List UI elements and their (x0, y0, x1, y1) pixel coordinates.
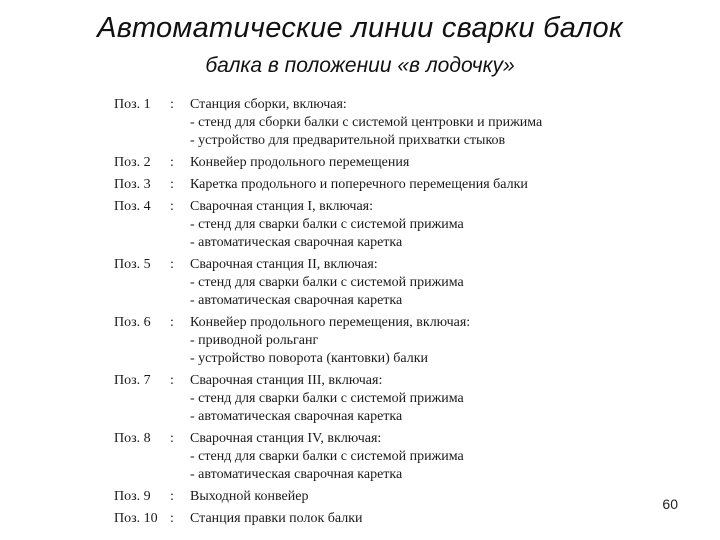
position-label: Поз. 10 (114, 511, 158, 526)
position-description (190, 198, 668, 252)
position-label: Поз. 1 (114, 97, 151, 112)
list-item (108, 256, 668, 310)
position-heading: Выходной конвейер (190, 489, 309, 504)
position-label: Поз. 9 (114, 489, 151, 504)
list-item (108, 198, 668, 252)
position-heading: Конвейер продольного перемещения (190, 155, 410, 170)
list-item (108, 154, 668, 172)
separator-colon: : (170, 373, 174, 388)
position-label: Поз. 4 (114, 199, 151, 214)
position-subitem: - стенд для сварки балки с системой прижима (190, 390, 668, 408)
separator-colon: : (170, 431, 174, 446)
position-heading: Станция сборки, включая: (190, 97, 347, 112)
position-subitem: - автоматическая сварочная каретка (190, 292, 668, 310)
position-subitem: - стенд для сборки балки с системой центровки и прижима (190, 114, 668, 132)
separator-colon: : (170, 489, 174, 504)
position-description (190, 314, 668, 368)
position-subitem: - стенд для сварки балки с системой прижима (190, 448, 668, 466)
position-description (190, 154, 668, 172)
separator-colon: : (170, 155, 174, 170)
position-description (190, 488, 668, 506)
position-description (190, 176, 668, 194)
position-subitem: - стенд для сварки балки с системой прижима (190, 216, 668, 234)
position-description (190, 430, 668, 484)
list-item (108, 488, 668, 506)
separator-colon: : (170, 257, 174, 272)
position-description (190, 256, 668, 310)
position-description (190, 96, 668, 150)
position-label: Поз. 3 (114, 177, 151, 192)
position-heading: Сварочная станция IV, включая: (190, 431, 382, 446)
position-label: Поз. 5 (114, 257, 151, 272)
position-label: Поз. 6 (114, 315, 151, 330)
list-item (108, 176, 668, 194)
separator-colon: : (170, 315, 174, 330)
position-subitem: - автоматическая сварочная каретка (190, 234, 668, 252)
position-subitem: - автоматическая сварочная каретка (190, 408, 668, 426)
position-heading: Сварочная станция III, включая: (190, 373, 383, 388)
position-label: Поз. 8 (114, 431, 151, 446)
separator-colon: : (170, 97, 174, 112)
position-description (190, 372, 668, 426)
position-subitem: - устройство для предварительной прихватки стыков (190, 132, 668, 150)
position-heading: Конвейер продольного перемещения, включая: (190, 315, 471, 330)
list-item (108, 314, 668, 368)
list-item (108, 510, 668, 528)
position-heading: Станция правки полок балки (190, 511, 363, 526)
position-label: Поз. 2 (114, 155, 151, 170)
position-list (108, 96, 668, 532)
position-description (190, 510, 668, 528)
position-heading: Каретка продольного и поперечного перемещения балки (190, 177, 528, 192)
separator-colon: : (170, 511, 174, 526)
page-number: 60 (662, 496, 678, 512)
slide-subtitle: балка в положении «в лодочку» (205, 54, 515, 77)
position-heading: Сварочная станция I, включая: (190, 199, 374, 214)
list-item (108, 96, 668, 150)
position-label: Поз. 7 (114, 373, 151, 388)
list-item (108, 372, 668, 426)
separator-colon: : (170, 199, 174, 214)
separator-colon: : (170, 177, 174, 192)
slide-title: Автоматические линии сварки балок (97, 12, 623, 44)
position-subitem: - автоматическая сварочная каретка (190, 466, 668, 484)
position-subitem: - стенд для сварки балки с системой прижима (190, 274, 668, 292)
position-subitem: - устройство поворота (кантовки) балки (190, 350, 668, 368)
list-item (108, 430, 668, 484)
position-subitem: - приводной рольганг (190, 332, 668, 350)
position-heading: Сварочная станция II, включая: (190, 257, 378, 272)
